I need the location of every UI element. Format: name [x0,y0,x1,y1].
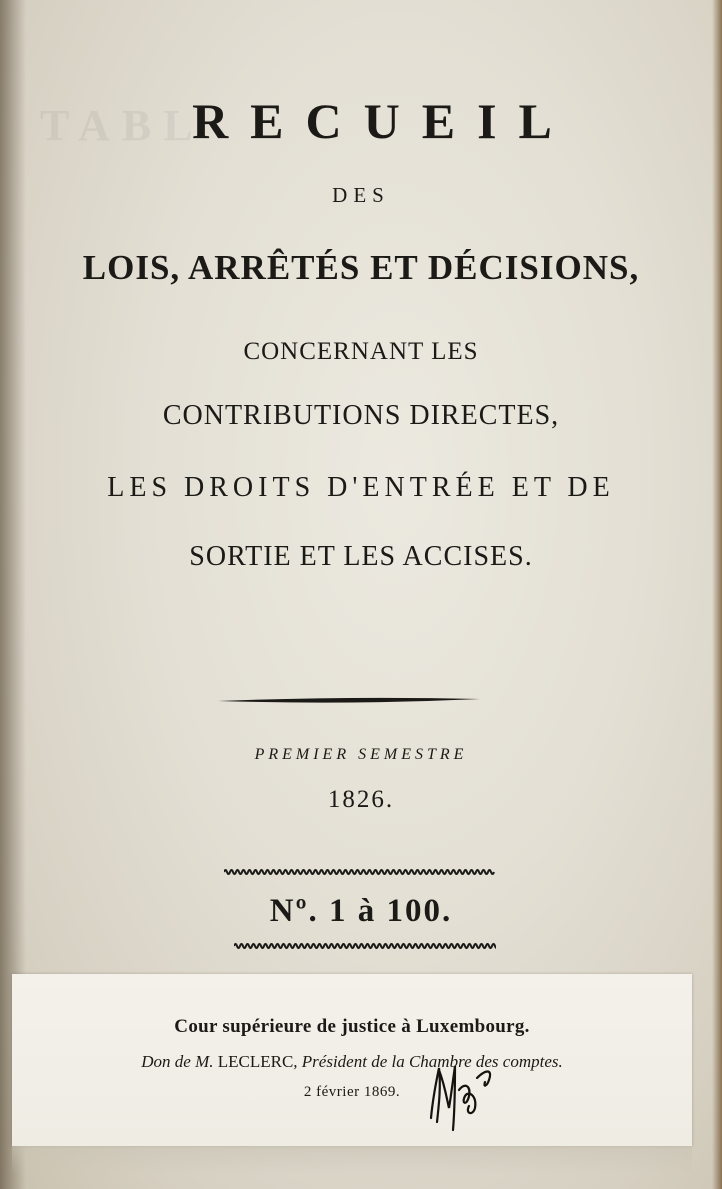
page-edge [712,0,722,1189]
label-tape-edge [12,1146,692,1174]
wavy-rule-bottom [234,940,496,952]
label-court: Cour supérieure de justice à Luxembourg. [174,1016,530,1037]
library-label [12,974,692,1146]
subject-line-3: CONTRIBUTIONS DIRECTES, [162,400,560,431]
label-donor [12,1052,692,1072]
year: 1826. [327,786,395,813]
wavy-rule-top [224,866,496,878]
period: PREMIER SEMESTRE [254,746,468,763]
label-donor-suffix: , Président de la Chambre des comptes. [293,1052,563,1071]
subject-line-1: LOIS, ARRÊTÉS ET DÉCISIONS, [82,248,640,287]
signature-icon [425,1056,505,1136]
label-donor-name: LECLERC [217,1052,294,1071]
label-donor-prefix: Don de M. [141,1052,218,1071]
issue-numbers: Nº. 1 à 100. [269,893,453,929]
book-title: RECUEIL [192,93,574,149]
subject-line-5: SORTIE ET LES ACCISES. [189,541,533,572]
title-des: DES [332,183,390,207]
subject-line-4: LES DROITS D'ENTRÉE ET DE [107,472,615,503]
label-date: 2 février 1869. [303,1084,401,1100]
show-through: TABL [40,101,205,150]
subject-line-2: CONCERNANT LES [243,338,479,365]
tapered-rule [218,694,480,708]
